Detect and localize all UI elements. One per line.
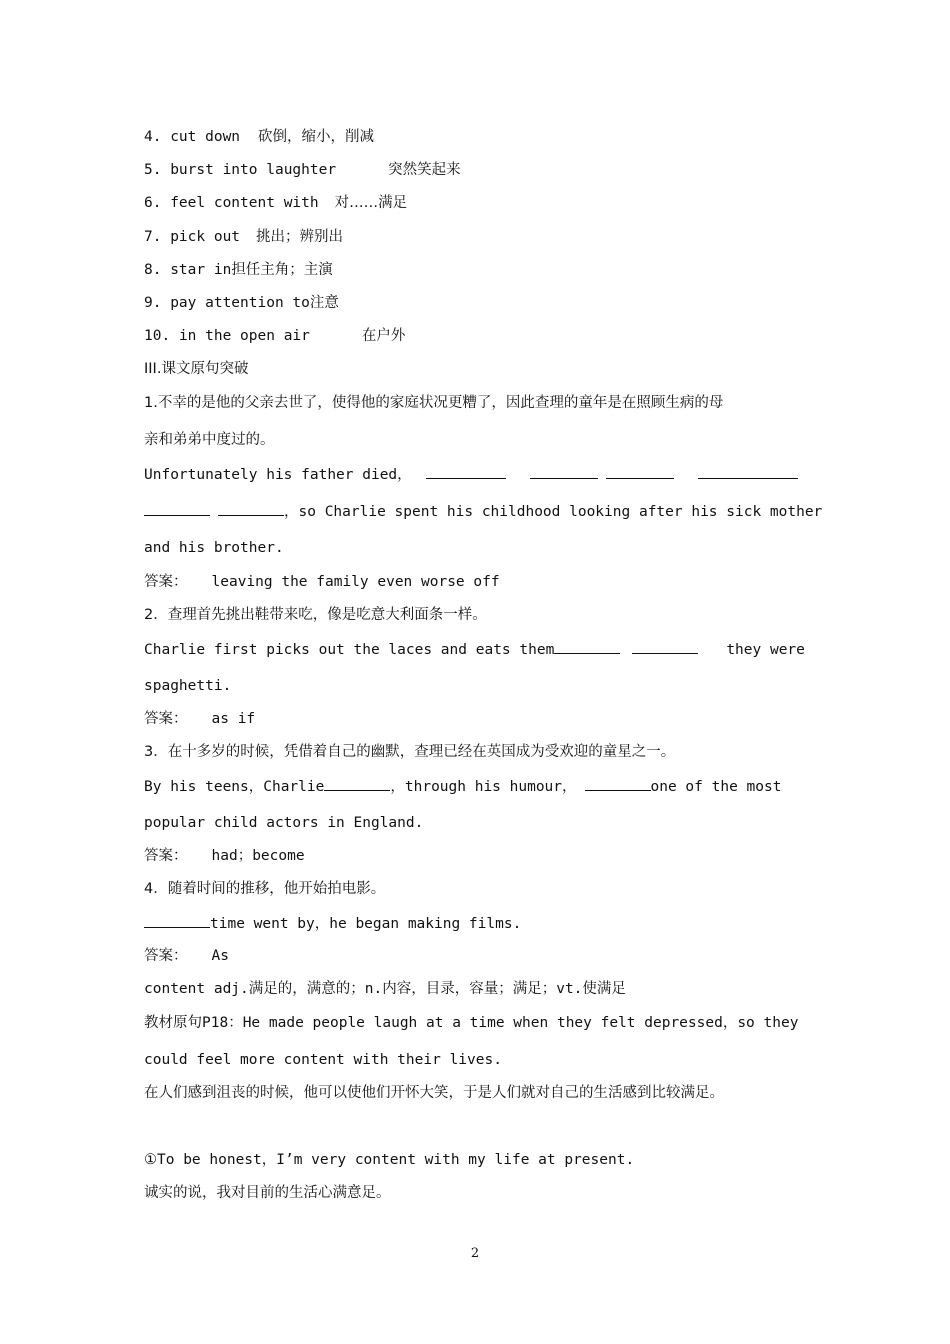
vocab-example-en: ①To be honest，I’m very content with my life at present. (144, 1152, 635, 1168)
question-4-en: time went by，he began making films. (144, 913, 806, 934)
phrase-en: cut down (170, 129, 241, 145)
answer-blank[interactable] (554, 639, 620, 654)
phrase-zh: 担任主角；主演 (231, 262, 333, 278)
phrase-number: 10. (144, 328, 171, 344)
page-number: 2 (470, 1246, 480, 1261)
answer-label: 答案： (144, 848, 188, 864)
answer-blank[interactable] (585, 776, 651, 791)
phrase-en: feel content with (170, 195, 319, 211)
answer-label: 答案： (144, 711, 188, 727)
phrase-item (144, 260, 806, 280)
question-2-en-end: spaghetti. (144, 678, 232, 694)
phrase-en: in the open air (178, 328, 310, 344)
phrase-item (144, 227, 806, 247)
phrase-number: 5. (144, 162, 162, 178)
vocab-source: 教材原句P18：He made people laugh at a time when they felt depressed，so they (144, 1015, 799, 1031)
question-2-answer (144, 709, 806, 729)
phrase-en: burst into laughter (170, 162, 337, 178)
phrase-item (144, 127, 806, 147)
phrase-number: 9. (144, 295, 162, 311)
vocab-translation: 在人们感到沮丧的时候，他可以使他们开怀大笑，于是人们就对自己的生活感到比较满足。 (144, 1085, 724, 1101)
answer-blank[interactable] (530, 464, 598, 479)
question-1-answer (144, 572, 806, 592)
question-1-zh: 1.不幸的是他的父亲去世了，使得他的家庭状况更糟了，因此查理的童年是在照顾生病的母 (144, 395, 724, 411)
question-1-zh-cont: 亲和弟弟中度过的。 (144, 432, 275, 448)
answer-blank[interactable] (698, 464, 798, 479)
answer-text: as if (211, 711, 256, 727)
question-3-zh: 3．在十多岁的时候，凭借着自己的幽默，查理已经在英国成为受欢迎的童星之一。 (144, 744, 676, 760)
vocab-example-zh: 诚实的说，我对目前的生活心满意足。 (144, 1185, 391, 1201)
question-2-en: Charlie first picks out the laces and eats them they were (144, 639, 806, 660)
question-3-en: By his teens，Charlie ，through his humour， one of the most (144, 776, 806, 797)
question-1-en-end: and his brother. (144, 540, 284, 556)
phrase-number: 8. (144, 262, 162, 278)
vocab-head: content adj.满足的，满意的；n.内容，目录，容量；满足；vt.使满足 (144, 981, 626, 997)
phrase-item (144, 160, 806, 180)
phrase-en: pick out (170, 229, 241, 245)
phrase-en: pay attention to (170, 295, 310, 311)
question-2-zh: 2．查理首先挑出鞋带来吃，像是吃意大利面条一样。 (144, 607, 487, 623)
phrase-number: 7. (144, 229, 162, 245)
answer-blank[interactable] (324, 776, 390, 791)
phrase-item (144, 293, 806, 313)
answer-text: As (211, 948, 229, 964)
answer-text: had；become (211, 848, 305, 864)
question-4-answer (144, 946, 806, 966)
answer-label: 答案： (144, 948, 188, 964)
answer-text: leaving the family even worse off (211, 574, 500, 590)
question-3-answer (144, 846, 806, 866)
answer-blank[interactable] (426, 464, 506, 479)
phrase-zh: 注意 (309, 295, 339, 311)
answer-blank[interactable] (606, 464, 674, 479)
question-1-en: Unfortunately his father died， (144, 464, 806, 485)
question-1-en-cont: ，so Charlie spent his childhood looking after his sick mother (144, 501, 806, 522)
phrase-zh: 挑出；辨别出 (256, 229, 344, 245)
answer-label: 答案： (144, 574, 188, 590)
answer-blank[interactable] (632, 639, 698, 654)
question-4-zh: 4．随着时间的推移，他开始拍电影。 (144, 881, 386, 897)
phrase-item (144, 326, 806, 346)
phrase-zh: 在户外 (361, 328, 406, 344)
answer-blank[interactable] (218, 501, 284, 516)
answer-blank[interactable] (144, 501, 210, 516)
answer-blank[interactable] (144, 913, 210, 928)
phrase-number: 4. (144, 129, 162, 145)
phrase-zh: 砍倒，缩小，削减 (258, 129, 375, 145)
phrase-zh: 对……满足 (334, 195, 408, 211)
section-title: III.课文原句突破 (144, 361, 249, 377)
question-3-en-end: popular child actors in England. (144, 815, 424, 831)
phrase-number: 6. (144, 195, 162, 211)
vocab-source-cont: could feel more content with their lives. (144, 1052, 502, 1068)
phrase-en: star in (170, 262, 232, 278)
phrase-item (144, 193, 806, 213)
phrase-zh: 突然笑起来 (388, 162, 461, 178)
